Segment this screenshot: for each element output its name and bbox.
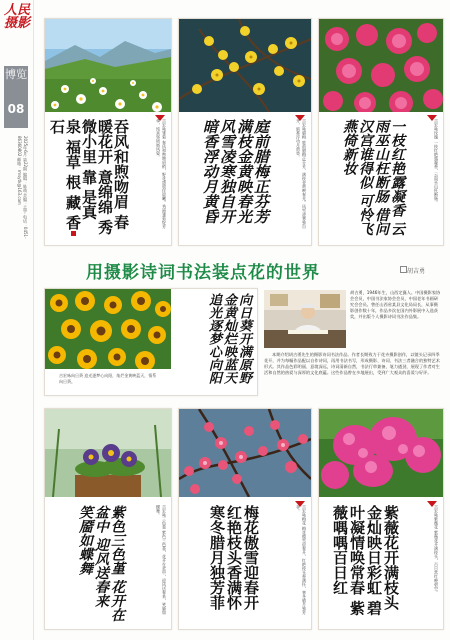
calligraphy-crape-myrtle: 紫薇花开满枝头 金灿映日彩虹 碧叶凝情唤常春 紫薇喁喁百日红: [331, 505, 400, 616]
calligraphy-daisies: 吞风和煦吻眉 春暖花开 意绵绵 秀 微小里 靠 是真 泉 福草 根 藏 香 石: [48, 119, 130, 235]
work-card-plum: [178, 408, 312, 630]
seal-mark: [427, 115, 437, 121]
yellow-blossom-image: [179, 19, 311, 112]
calligraphy-plum: 梅花傲雪迎春开 红艳枝头香满怀 寒冬腊月独芳菲: [208, 505, 260, 610]
author-portrait-image: [264, 290, 346, 348]
work-card-wintersweet: [178, 18, 312, 246]
work-card-crape-myrtle: [318, 408, 444, 630]
caption-plum: 吉宏咏梅花 梅花傲雪迎春开，红艳枝头香满怀，寒冬腊月独芳菲。: [296, 505, 307, 615]
author-bio: 胡吉勇，1946年生，山西定襄人。中国摄影家协会会员，中国书法家协会会员，中国老年书画研究会会员。曾任山西省某县文化局局长，从事摄影创作数十年，作品多次在国内外影展中入选获奖，并出版个人摄影诗词书法作品集。: [350, 290, 441, 319]
photo-crape-myrtle: [319, 409, 443, 497]
caption-sunflowers: 吉宏咏向日葵 追光逐梦心向阳，灿烂金黄映蓝天，情系向日葵。: [59, 373, 157, 384]
seal-mark: [155, 115, 165, 121]
pansy-pot-image: [45, 409, 171, 497]
calligraphy-pansies: 紫色三色堇 花开在盆中 迎风送春来 笑靥如蝶舞: [77, 505, 125, 622]
crape-myrtle-image: [319, 409, 443, 497]
calligraphy-wintersweet: 庭前腊梅正芬芳 满枝金黄映春光 风雪凌寒独自开 暗香浮动月黄昏: [201, 119, 270, 224]
section-name: 博览: [5, 68, 27, 81]
caption-wintersweet: 吉宏咏腊梅 庭前腊梅正芬芳，满枝金黄映春光。风雪凌寒独自开，暗香浮动月黄昏。: [296, 119, 307, 229]
work-card-pansies: [44, 408, 172, 630]
seal-mark: [295, 501, 305, 507]
margin-rule: [33, 0, 34, 640]
photo-roses: [319, 19, 443, 112]
author-box-icon: [400, 266, 407, 273]
article-author: 胡吉勇: [407, 268, 426, 275]
seal-mark: [427, 501, 437, 507]
daisy-meadow-image: [45, 19, 171, 112]
photo-plum: [179, 409, 311, 497]
issue-meta: 2025年6月 第22期 编辑：陈萌 美编：孟宇 电话：0451-86360802 邮箱：rmsytk@163.com: [17, 136, 28, 239]
photo-daisies: [45, 19, 171, 112]
section-tab: [4, 66, 28, 128]
sunflower-field-image: [45, 289, 171, 369]
photo-sunflowers: [45, 289, 171, 369]
caption-daisies: 吉宏咏雏菊 春风和煦吻眉梢，野花盛放伴晨曦。秀丽雏菊绽芳华，纯真坚韧展风姿。: [156, 119, 167, 229]
magazine-logo: 人民摄影: [3, 3, 30, 31]
caption-pansies: 吉宏咏三色堇 紫色三色堇，花开在盆中，迎风送春来，笑靥如蝶舞。: [156, 505, 167, 615]
article-title: 用摄影诗词书法装点花的世界: [86, 263, 320, 283]
work-card-sunflowers: [44, 288, 258, 396]
seal-mark: [295, 115, 305, 121]
calligraphy-sunflowers: 向日葵开满原野 金黄灿烂映蓝天 追光逐梦心向阳: [206, 293, 251, 384]
name-seal: [71, 231, 76, 236]
pink-roses-image: [319, 19, 443, 112]
caption-crape-myrtle: 吉宏咏紫薇花 紫薇花开满枝头，百日常红映碧空。: [434, 505, 439, 595]
work-card-roses: [318, 18, 444, 246]
photo-pansies: [45, 409, 171, 497]
calligraphy-roses: 一枝红艳露凝香 云雨巫山枉断肠 借问汉宫谁得似 可怜飞燕倚新妆: [341, 119, 405, 236]
photo-wintersweet: [179, 19, 311, 112]
masthead-strip: [0, 0, 34, 640]
article-body: 本期介绍胡吉勇先生的摄影诗词书法作品。作者长期致力于花卉摄影创作，以镜头记录四季花开，并为每幅作品配以自作诗词，再用书法书写，形成摄影、诗词、书法三者融合的独特艺术形式。其作品色彩明丽、意境深远，诗词清新自然，书法行草兼备，笔力遒劲，展现了作者对生活和自然的热爱与深厚的文化底蕴。这些作品曾在多地展出，受到广大观众的喜爱与好评。: [264, 352, 440, 375]
plum-blossom-image: [179, 409, 311, 497]
page-number: 08: [7, 102, 25, 116]
photo-author-portrait: [264, 290, 346, 348]
caption-roses: 吉宏咏玫瑰 一枝红艳露凝香，云雨巫山枉断肠。: [434, 119, 439, 205]
work-card-daisies: [44, 18, 172, 246]
